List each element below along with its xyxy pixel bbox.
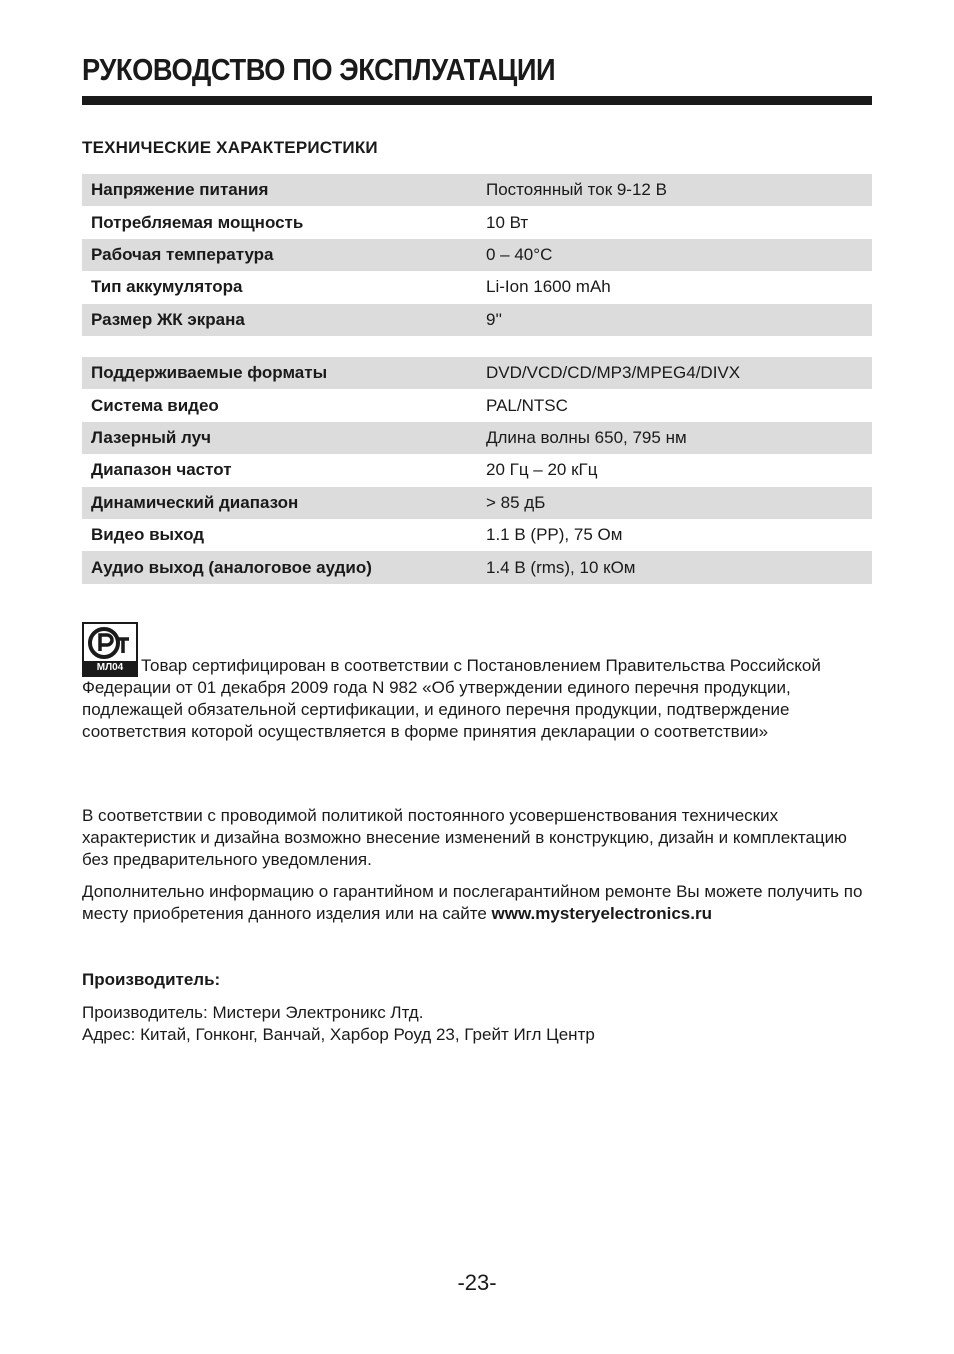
spec-label: Рабочая температура	[82, 239, 486, 271]
manufacturer-address: Адрес: Китай, Гонконг, Ванчай, Харбор Роуд 23, Грейт Игл Центр	[82, 1025, 595, 1044]
spec-value: Постоянный ток 9-12 В	[486, 174, 872, 206]
spec-label: Лазерный луч	[82, 422, 486, 454]
title-rule	[82, 96, 872, 105]
page-title: РУКОВОДСТВО ПО ЭКСПЛУАТАЦИИ	[82, 52, 556, 87]
manufacturer-name: Производитель: Мистери Электроникс Лтд.	[82, 1003, 424, 1022]
spec-row	[82, 174, 872, 206]
spec-value: 1.4 В (rms), 10 кОм	[486, 551, 872, 583]
spec-row	[82, 206, 872, 238]
spec-row	[82, 422, 872, 454]
website-link[interactable]: www.mysteryelectronics.ru	[491, 904, 712, 923]
spec-value: > 85 дБ	[486, 487, 872, 519]
spec-value: 10 Вт	[486, 212, 529, 232]
spec-label: Динамический диапазон	[82, 487, 486, 519]
manufacturer-details	[82, 1002, 595, 1046]
spec-value: 0 – 40°С	[486, 239, 872, 271]
spec-row	[82, 357, 872, 389]
spec-row	[82, 304, 872, 336]
spec-row	[82, 389, 872, 421]
specs-table-power	[82, 174, 872, 336]
specs-table-playback	[82, 357, 872, 584]
spec-label: Диапазон частот	[91, 460, 232, 480]
certification-block	[82, 622, 872, 743]
spec-value: 9''	[486, 304, 872, 336]
spec-label: Тип аккумулятора	[91, 277, 243, 297]
warranty-note	[82, 881, 872, 925]
spec-label: Размер ЖК экрана	[82, 304, 486, 336]
spec-value: DVD/VCD/CD/MP3/MPEG4/DIVX	[486, 357, 872, 389]
spec-label: Система видео	[91, 395, 219, 415]
manufacturer-heading: Производитель:	[82, 970, 221, 989]
section-heading: ТЕХНИЧЕСКИЕ ХАРАКТЕРИСТИКИ	[82, 138, 378, 157]
warranty-text: Дополнительно информацию о гарантийном и послегарантийном ремонте Вы можете получить по месту приобретения данного изделия или на сайте	[82, 882, 863, 923]
spec-row	[82, 487, 872, 519]
spec-row	[82, 454, 872, 486]
rst-mark-icon	[87, 627, 133, 659]
spec-row	[82, 271, 872, 303]
spec-row	[82, 239, 872, 271]
page-number: -23-	[457, 1270, 497, 1295]
spec-value: Li-Ion 1600 mAh	[486, 277, 611, 297]
certification-logo	[82, 622, 138, 677]
spec-value: 1.1 В (PP), 75 Ом	[486, 525, 623, 545]
policy-note: В соответствии с проводимой политикой постоянного усовершенствования технических характеристик и дизайна возможно внесение изменений в конструкцию, дизайн и комплектацию без предварительного уведомления.	[82, 806, 847, 869]
certification-text: Товар сертифицирован в соответствии с Постановлением Правительства Российской Федерации от 01 декабря 2009 года N 982 «Об утверждении единого перечня продукции, подлежащей обязательной сертификации, и единого перечня продукции, подтверждение соответствия которой осуществляется в форме принятия декларации о соответствии»	[82, 656, 821, 741]
spec-label: Поддерживаемые форматы	[82, 357, 486, 389]
spec-label: Потребляемая мощность	[91, 212, 304, 232]
spec-row	[82, 551, 872, 583]
spec-value: Длина волны 650, 795 нм	[486, 422, 872, 454]
spec-row	[82, 519, 872, 551]
spec-label: Напряжение питания	[82, 174, 486, 206]
spec-value: PAL/NTSC	[486, 395, 568, 415]
spec-value: 20 Гц – 20 кГц	[486, 460, 598, 480]
spec-label: Аудио выход (аналоговое аудио)	[82, 551, 486, 583]
spec-label: Видео выход	[91, 525, 205, 545]
certification-code: МЛ04	[84, 661, 136, 675]
